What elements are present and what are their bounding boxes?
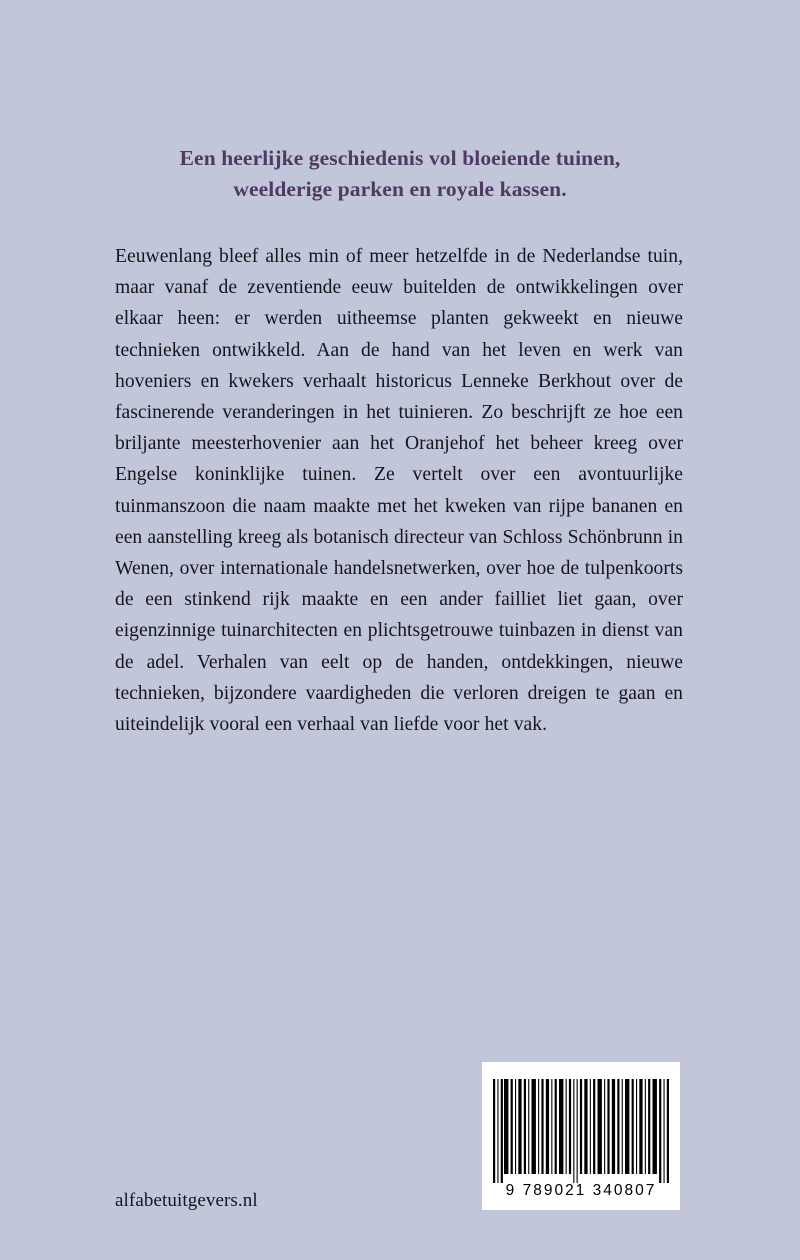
publisher-website: alfabetuitgevers.nl [115, 1190, 258, 1211]
blurb [115, 241, 683, 740]
tagline-line-2: weelderige parken en royale kassen. [233, 177, 567, 201]
barcode-digits: 9 789021 340807 [505, 1182, 657, 1199]
isbn-barcode [482, 1062, 680, 1210]
tagline-line-1: Een heerlijke geschiedenis vol bloeiende tuinen, [179, 146, 621, 170]
blurb-paragraph: Eeuwenlang bleef alles min of meer hetzelfde in de Nederlandse tuin, maar vanaf de zeventiende eeuw buitelden de ontwikkelingen over elkaar heen: er werden uitheemse planten gekweekt en nieuwe technieken ontwikkeld. Aan de hand van het leven en werk van hoveniers en kwekers verhaalt historicus Lenneke Berkhout over de fascinerende veranderingen in het tuinieren. Zo beschrijft ze hoe een briljante meesterhovenier aan het Oranjehof het beheer kreeg over Engelse koninklijke tuinen. Ze vertelt over een avontuurlijke tuinmanszoon die naam maakte met het kweken van rijpe bananen en een aanstelling kreeg als botanisch directeur van Schloss Schönbrunn in Wenen, over internationale handelsnetwerken, over hoe de tulpenkoorts de een stinkend rijk maakte en een ander failliet liet gaan, over eigenzinnige tuinarchitecten en plichtsgetrouwe tuinbazen in dienst van de adel. Verhalen van eelt op de handen, ontdekkingen, nieuwe technieken, bijzondere vaardigheden die verloren dreigen te gaan en uiteindelijk vooral een verhaal van liefde voor het vak. [115, 246, 683, 736]
barcode-inner [482, 1062, 680, 1210]
barcode-bars [493, 1079, 669, 1183]
tagline [0, 143, 800, 205]
